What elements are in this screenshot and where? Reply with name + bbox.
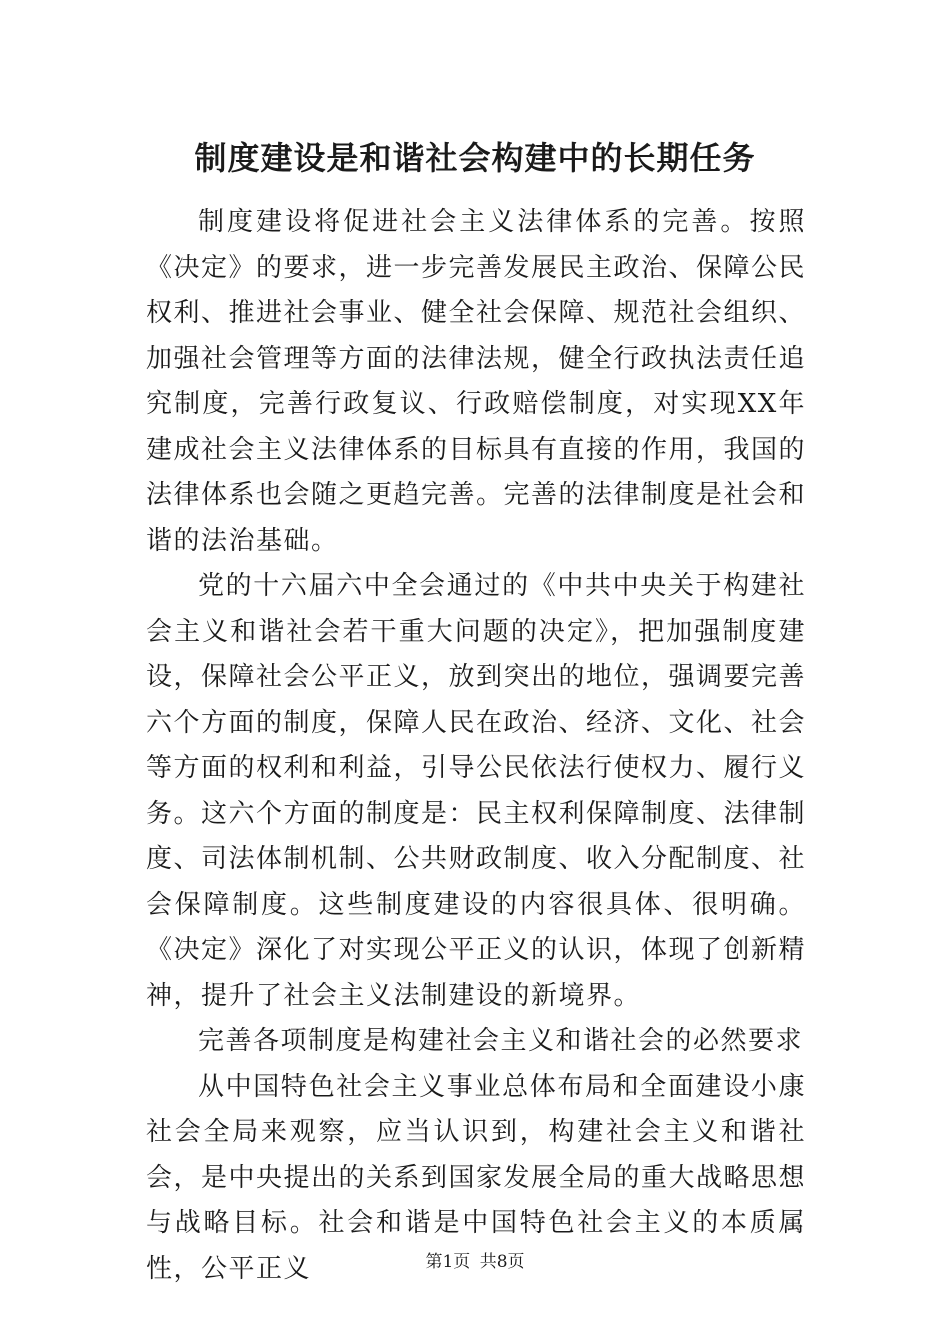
paragraph-1: 制度建设将促进社会主义法律体系的完善。按照《决定》的要求，进一步完善发展民主政治、保障公民权利、推进社会事业、健全社会保障、规范社会组织、加强社会管理等方面的法律法规，健全行政执法责任追究制度，完善行政复议、行政赔偿制度，对实现XX年建成社会主义法律体系的目标具有直接的作用，我国的法律体系也会随之更趋完善。完善的法律制度是社会和谐的法治基础。 — [146, 207, 807, 556]
page-total: 共8页 — [479, 1252, 525, 1272]
paragraph-2: 党的十六届六中全会通过的《中共中央关于构建社会主义和谐社会若干重大问题的决定》，把加强制度建设，保障社会公平正义，放到突出的地位，强调要完善六个方面的制度，保障人民在政治、经济、文化、社会等方面的权利和利益，引导公民依法行使权力、履行义务。这六个方面的制度是：民主权利保障制度、法律制度、司法体制机制、公共财政制度、收入分配制度、社会保障制度。这些制度建设的内容很具体、很明确。《决定》深化了对实现公平正义的认识，体现了创新精神，提升了社会主义法制建设的新境界。 — [146, 571, 807, 1011]
document-title: 制度建设是和谐社会构建中的长期任务 — [194, 139, 756, 177]
section-heading: 完善各项制度是构建社会主义和谐社会的必然要求 — [198, 1026, 804, 1056]
page-number: 第1页 — [425, 1252, 471, 1272]
document-body — [146, 200, 806, 1292]
paragraph-3: 从中国特色社会主义事业总体布局和全面建设小康社会全局来观察，应当认识到，构建社会主义和谐社会，是中央提出的关系到国家发展全局的重大战略思想与战略目标。社会和谐是中国特色社会主义的本质属性，公平正义 — [146, 1071, 807, 1284]
page-footer — [0, 1250, 950, 1274]
